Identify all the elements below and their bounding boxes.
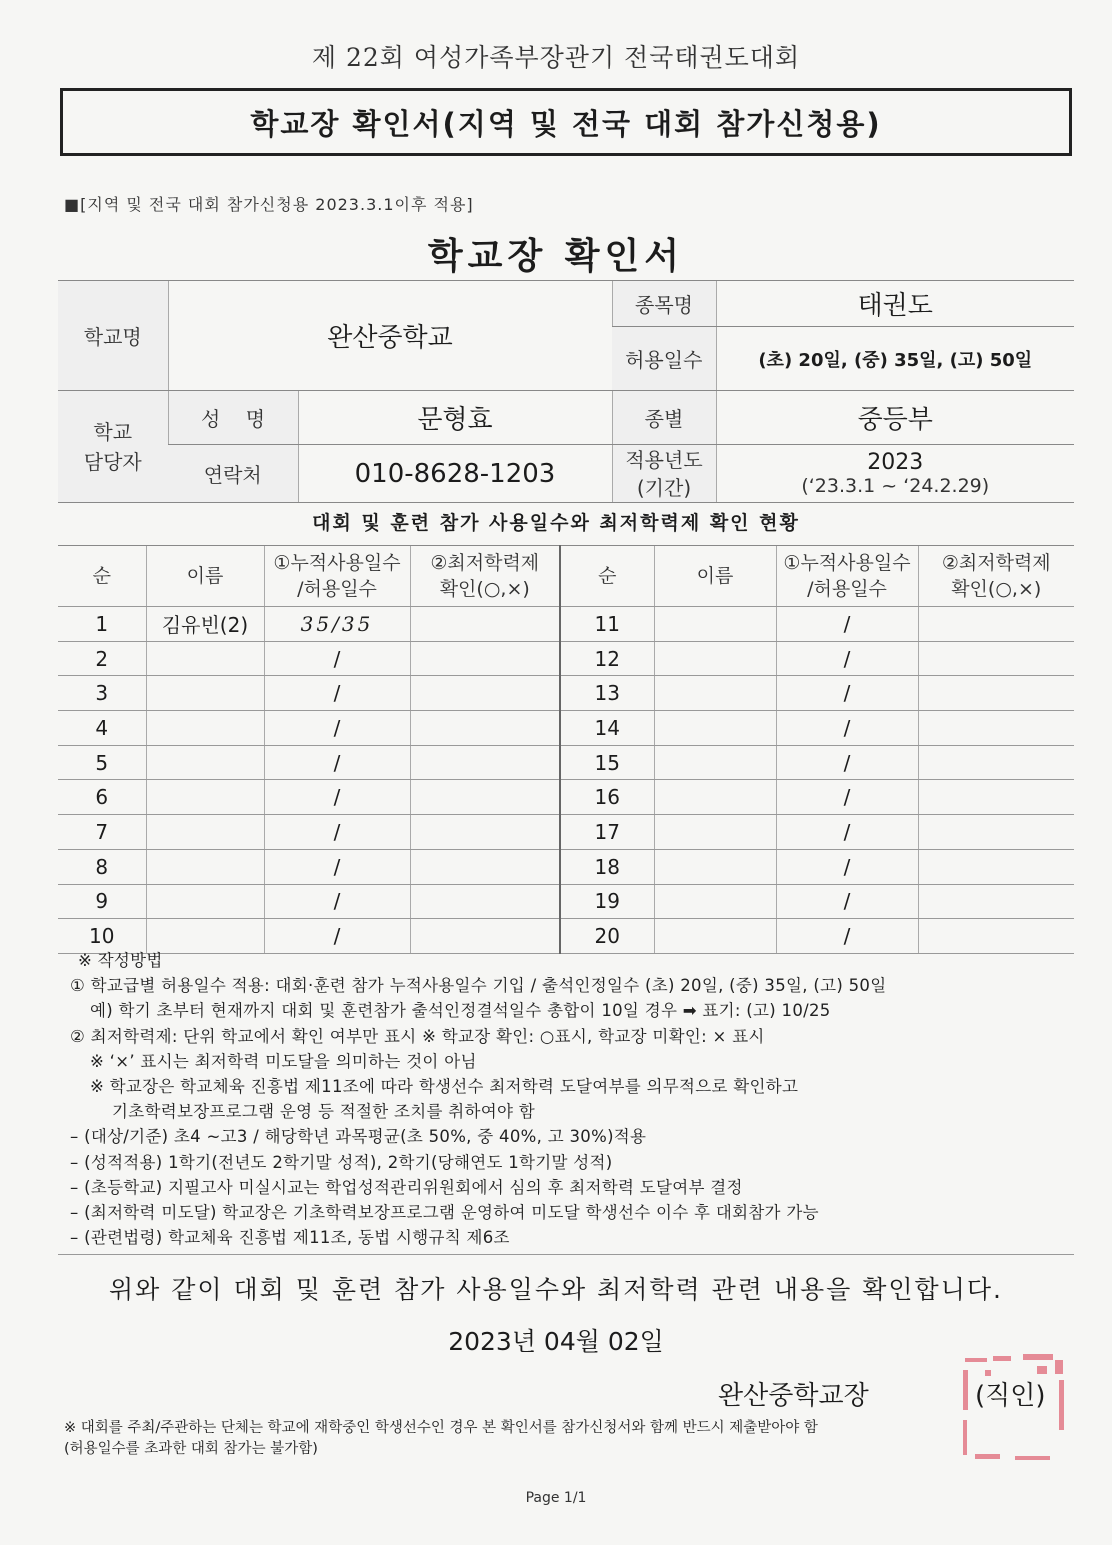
cumulative-days: /: [776, 919, 918, 954]
row-number: 11: [560, 607, 654, 642]
row-number: 5: [58, 745, 146, 780]
athlete-name: [146, 641, 264, 676]
athlete-name: 김유빈(2): [146, 607, 264, 642]
table-row: [58, 815, 1074, 850]
table-row: [58, 849, 1074, 884]
applicability-note: ■[지역 및 전국 대회 참가신청용 2023.3.1이후 적용]: [64, 195, 474, 214]
instructions-title: ※ 작성방법: [78, 951, 163, 970]
row-number: 18: [560, 849, 654, 884]
allowed-days-value: (초) 20일, (중) 35일, (고) 50일: [716, 327, 1074, 391]
divider: [58, 1254, 1074, 1255]
athlete-name: [146, 676, 264, 711]
instruction-line: – (최저학력 미도달) 학교장은 기초학력보장프로그램 운영하여 미도달 학생선수 이수 후 대회참가 가능: [70, 1203, 819, 1223]
header-min-achievement: ②최저학력제 확인(○,×): [410, 546, 560, 607]
header-name: 이름: [146, 546, 264, 607]
boxed-document-title: 학교장 확인서(지역 및 전국 대회 참가신청용): [60, 88, 1072, 156]
athlete-name: [654, 780, 776, 815]
footer-note: ※ 대회를 주최/주관하는 단체는 학교에 재학중인 학생선수인 경우 본 확인서를 참가신청서와 함께 반드시 제출받아야 함 (허용일수를 초과한 대회 참가는 불가함): [64, 1420, 818, 1457]
min-achievement-check: [410, 607, 560, 642]
min-achievement-check: [918, 607, 1074, 642]
school-label: 학교명: [58, 281, 168, 391]
min-achievement-check: [410, 884, 560, 919]
instruction-line: ※ 학교장은 학교체육 진흥법 제11조에 따라 학생선수 최저학력 도달여부를 의무적으로 확인하고: [90, 1077, 799, 1097]
athlete-name: [146, 711, 264, 746]
min-achievement-check: [918, 745, 1074, 780]
cumulative-days: /: [776, 849, 918, 884]
row-number: 12: [560, 641, 654, 676]
cumulative-days: /: [264, 919, 410, 954]
cumulative-days: /: [264, 745, 410, 780]
seal-label: (직인): [975, 1381, 1046, 1411]
instruction-line: 예) 학기 초부터 현재까지 대회 및 훈련참가 출석인정결석일수 총합이 10일 경우 ➡ 표기: (고) 10/25: [90, 1001, 831, 1021]
table-row: [58, 641, 1074, 676]
instruction-line: ① 학교급별 허용일수 적용: 대회·훈련 참가 누적사용일수 기입 / 출석인정일수 (초) 20일, (중) 35일, (고) 50일: [70, 976, 887, 996]
instructions: [60, 948, 1070, 1250]
info-table: [58, 280, 1074, 503]
name-value: 문형효: [298, 391, 612, 445]
cumulative-days: /: [264, 815, 410, 850]
row-number: 9: [58, 884, 146, 919]
athlete-table: [58, 545, 1074, 954]
contact-value: 010-8628-1203: [298, 445, 612, 503]
header-cumulative-days: ①누적사용일수 /허용일수: [776, 546, 918, 607]
athlete-name: [146, 815, 264, 850]
min-achievement-check: [410, 641, 560, 676]
table-row: [58, 745, 1074, 780]
min-achievement-check: [918, 780, 1074, 815]
instruction-lines: [60, 973, 1070, 1250]
min-achievement-check: [410, 849, 560, 884]
table-row: [58, 607, 1074, 642]
header-name: 이름: [654, 546, 776, 607]
school-value: 완산중학교: [168, 281, 612, 391]
cumulative-days: 35/35: [264, 607, 410, 642]
athlete-name: [146, 780, 264, 815]
athlete-name: [654, 641, 776, 676]
header-min-achievement: ②최저학력제 확인(○,×): [918, 546, 1074, 607]
athlete-name: [654, 676, 776, 711]
table-row: [58, 676, 1074, 711]
athlete-name: [654, 815, 776, 850]
contact-label: 연락처: [168, 445, 298, 503]
principal-name: 완산중학교장: [718, 1381, 869, 1411]
min-achievement-check: [410, 711, 560, 746]
row-number: 1: [58, 607, 146, 642]
min-achievement-check: [410, 815, 560, 850]
allowed-days-label: 허용일수: [612, 327, 716, 391]
event-title: 제 22회 여성가족부장관기 전국태권도대회: [311, 43, 801, 72]
cumulative-days: /: [264, 849, 410, 884]
instruction-line: ※ ‘×’ 표시는 최저학력 미도달을 의미하는 것이 아님: [90, 1051, 477, 1071]
table-row: [58, 711, 1074, 746]
table-row: [58, 780, 1074, 815]
row-number: 13: [560, 676, 654, 711]
min-achievement-check: [918, 711, 1074, 746]
cumulative-days: /: [776, 780, 918, 815]
division-label: 종별: [612, 391, 716, 445]
event-label: 종목명: [612, 281, 716, 327]
table-row: [58, 884, 1074, 919]
instruction-line: – (대상/기준) 초4 ~고3 / 해당학년 과목평균(초 50%, 중 40%, 고 30%)적용: [70, 1127, 647, 1147]
row-number: 16: [560, 780, 654, 815]
row-number: 6: [58, 780, 146, 815]
signature-date: 2023년 04월 02일: [448, 1327, 664, 1356]
name-label: 성 명: [168, 391, 298, 445]
division-value: 중등부: [716, 391, 1074, 445]
row-number: 4: [58, 711, 146, 746]
athlete-name: [654, 607, 776, 642]
row-number: 2: [58, 641, 146, 676]
section-title: 대회 및 훈련 참가 사용일수와 최저학력제 확인 현황: [312, 512, 800, 534]
row-number: 7: [58, 815, 146, 850]
cumulative-days: /: [264, 884, 410, 919]
event-value: 태권도: [716, 281, 1074, 327]
athlete-rows: [58, 607, 1074, 954]
cumulative-days: /: [264, 711, 410, 746]
instruction-line: ② 최저학력제: 단위 학교에서 확인 여부만 표시 ※ 학교장 확인: ○표시, 학교장 미확인: × 표시: [70, 1026, 765, 1046]
cumulative-days: /: [776, 745, 918, 780]
row-number: 10: [58, 919, 146, 954]
year-label: 적용년도 (기간): [612, 445, 716, 503]
row-number: 20: [560, 919, 654, 954]
cumulative-days: /: [776, 884, 918, 919]
min-achievement-check: [918, 884, 1074, 919]
row-number: 15: [560, 745, 654, 780]
header-cumulative-days: ①누적사용일수 /허용일수: [264, 546, 410, 607]
page-number: Page 1/1: [525, 1490, 587, 1506]
document-title: 학교장 확인서: [427, 236, 685, 277]
min-achievement-check: [918, 849, 1074, 884]
row-number: 17: [560, 815, 654, 850]
min-achievement-check: [410, 780, 560, 815]
instruction-line: – (관련법령) 학교체육 진흥법 제11조, 동법 시행규칙 제6조: [70, 1228, 510, 1248]
athlete-name: [146, 884, 264, 919]
cumulative-days: /: [264, 780, 410, 815]
athlete-name: [654, 745, 776, 780]
header-no: 순: [560, 546, 654, 607]
manager-label: 학교 담당자: [58, 391, 168, 503]
row-number: 14: [560, 711, 654, 746]
athlete-name: [146, 849, 264, 884]
instruction-line: – (초등학교) 지필고사 미실시교는 학업성적관리위원회에서 심의 후 최저학력 도달여부 결정: [70, 1177, 743, 1197]
row-number: 3: [58, 676, 146, 711]
header-no: 순: [58, 546, 146, 607]
cumulative-days: /: [264, 676, 410, 711]
athlete-name: [146, 745, 264, 780]
cumulative-days: /: [776, 711, 918, 746]
athlete-name: [654, 884, 776, 919]
cumulative-days: /: [264, 641, 410, 676]
confirmation-statement: 위와 같이 대회 및 훈련 참가 사용일수와 최저학력 관련 내용을 확인합니다.: [109, 1275, 1003, 1304]
athlete-name: [654, 711, 776, 746]
year-cell: [716, 445, 1074, 503]
instruction-line: 기초학력보장프로그램 운영 등 적절한 조치를 취하여야 함: [112, 1102, 536, 1122]
cumulative-days: /: [776, 676, 918, 711]
min-achievement-check: [918, 815, 1074, 850]
min-achievement-check: [410, 676, 560, 711]
instruction-line: – (성적적용) 1학기(전년도 2학기말 성적), 2학기(당해연도 1학기말 성적): [70, 1152, 613, 1172]
cumulative-days: /: [776, 815, 918, 850]
cumulative-days: /: [776, 641, 918, 676]
row-number: 8: [58, 849, 146, 884]
min-achievement-check: [918, 676, 1074, 711]
min-achievement-check: [410, 745, 560, 780]
min-achievement-check: [918, 641, 1074, 676]
cumulative-days: /: [776, 607, 918, 642]
athlete-name: [654, 849, 776, 884]
row-number: 19: [560, 884, 654, 919]
year-value: 2023: [867, 450, 924, 475]
period-value: (‘23.3.1 ~ ‘24.2.29): [801, 475, 990, 497]
